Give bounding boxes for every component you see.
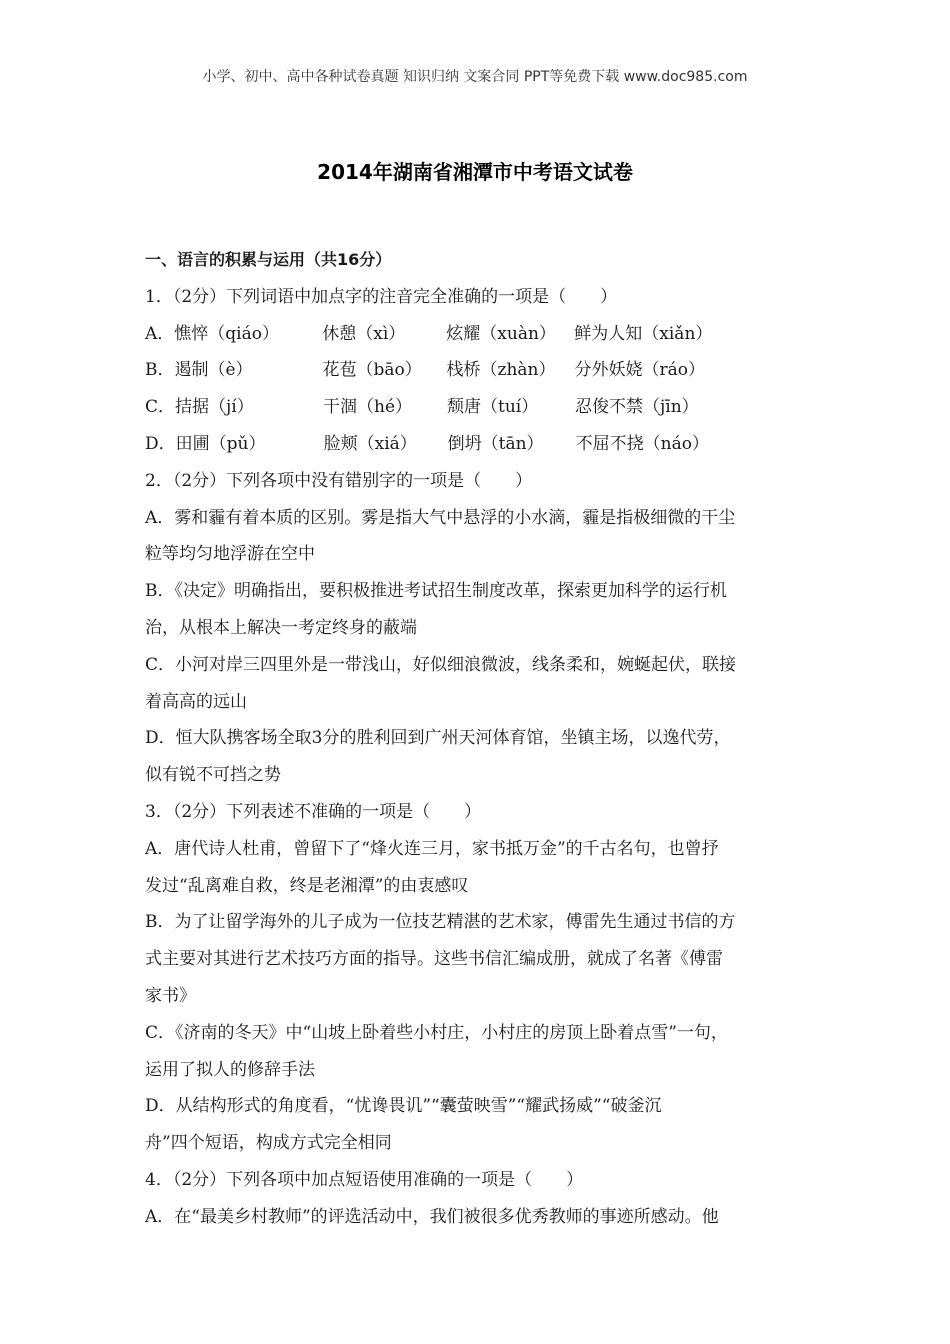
- question-3-option-d-cont: 舟”四个短语，构成方式完全相同: [145, 1133, 392, 1154]
- question-3-option-a: A．唐代诗人杜甫，曾留下了“烽火连三月，家书抵万金”的千古名句，也曾抒: [145, 838, 719, 859]
- option-word: 鲜为人知（xiǎn）: [574, 323, 713, 344]
- question-2-option-a: A．雾和霾有着本质的区别。雾是指大气中悬浮的小水滴，霾是指极细微的干尘: [145, 507, 736, 528]
- question-4-option-a: A．在“最美乡村教师”的评选活动中，我们被很多优秀教师的事迹所感动。他: [145, 1206, 719, 1227]
- question-2-option-c-cont: 着高高的远山: [145, 691, 247, 712]
- option-word: 憔悴（qiáo）: [174, 323, 279, 344]
- option-word: 栈桥（zhàn）: [446, 360, 556, 381]
- option-word: 忍俊不禁（jīn）: [575, 397, 699, 418]
- option-word: 倒坍（tān）: [447, 433, 544, 454]
- question-3-option-c: C．《济南的冬天》中“山坡上卧着些小村庄，小村庄的房顶上卧着点雪”一句，: [145, 1022, 728, 1043]
- option-word: 休憩（xì）: [322, 323, 406, 344]
- option-word: 遏制（è）: [174, 360, 253, 381]
- option-word: 炫耀（xuàn）: [446, 323, 556, 344]
- page-title: 2014年湖南省湘潭市中考语文试卷: [317, 160, 633, 184]
- option-word: 花苞（bāo）: [322, 360, 422, 381]
- question-2-option-b-cont: 治，从根本上解决一考定终身的蔽端: [145, 617, 417, 638]
- question-1-option-b: [145, 352, 815, 389]
- option-word: 颓唐（tuí）: [447, 397, 539, 418]
- option-label: B．: [145, 360, 175, 381]
- question-1-option-d: [145, 426, 815, 463]
- question-2-option-c: C．小河对岸三四里外是一带浅山，好似细浪微波，线条柔和，婉蜒起伏，联接: [145, 654, 737, 675]
- question-2-option-d-cont: 似有锐不可挡之势: [145, 765, 281, 786]
- option-label: D．: [145, 433, 176, 454]
- option-word: 脸颊（xiá）: [323, 433, 417, 454]
- question-3-option-a-cont: 发过“乱离难自救，终是老湘潭”的由衷感叹: [145, 875, 469, 896]
- option-word: 拮据（jí）: [175, 397, 254, 418]
- question-3-option-b: B．为了让留学海外的儿子成为一位技艺精湛的艺术家，傅雷先生通过书信的方: [145, 912, 736, 933]
- exam-content: [145, 242, 815, 1236]
- question-4-stem: 4．（2分）下列各项中加点短语使用准确的一项是（ ）: [145, 1169, 584, 1190]
- page-header: 小学、初中、高中各种试卷真题 知识归纳 文案合同 PPT等免费下载 www.doc985.com: [202, 69, 748, 85]
- question-3-option-b-cont2: 家书》: [145, 985, 196, 1006]
- question-1-option-c: [145, 389, 815, 426]
- question-2-option-a-cont: 粒等均匀地浮游在空中: [145, 544, 315, 565]
- option-label: A．: [145, 323, 175, 344]
- question-2-option-b: B．《决定》明确指出，要积极推进考试招生制度改革，探索更加科学的运行机: [145, 581, 727, 602]
- question-3-option-d: D．从结构形式的角度看，“忧谗畏讥”“囊萤映雪”“耀武扬威”“破釜沉: [145, 1096, 662, 1117]
- option-word: 不屈不挠（náo）: [575, 433, 709, 454]
- question-1-stem: 1．（2分）下列词语中加点字的注音完全准确的一项是（ ）: [145, 286, 618, 307]
- question-3-option-c-cont: 运用了拟人的修辞手法: [145, 1059, 315, 1080]
- question-2-option-d: D．恒大队携客场全取3分的胜利回到广州天河体育馆，坐镇主场，以逸代劳，: [145, 728, 731, 749]
- question-1-option-a: [145, 316, 815, 353]
- option-word: 分外妖娆（ráo）: [574, 360, 705, 381]
- question-3-option-b-cont: 式主要对其进行艺术技巧方面的指导。这些书信汇编成册，就成了名著《傅雷: [145, 949, 723, 970]
- question-3-stem: 3．（2分）下列表述不准确的一项是（ ）: [145, 801, 482, 822]
- option-label: C．: [145, 397, 176, 418]
- option-word: 干涸（hé）: [323, 397, 413, 418]
- question-2-stem: 2．（2分）下列各项中没有错别字的一项是（ ）: [145, 470, 533, 491]
- option-word: 田圃（pǔ）: [175, 433, 266, 454]
- section-heading: 一、语言的积累与运用（共16分）: [145, 250, 392, 269]
